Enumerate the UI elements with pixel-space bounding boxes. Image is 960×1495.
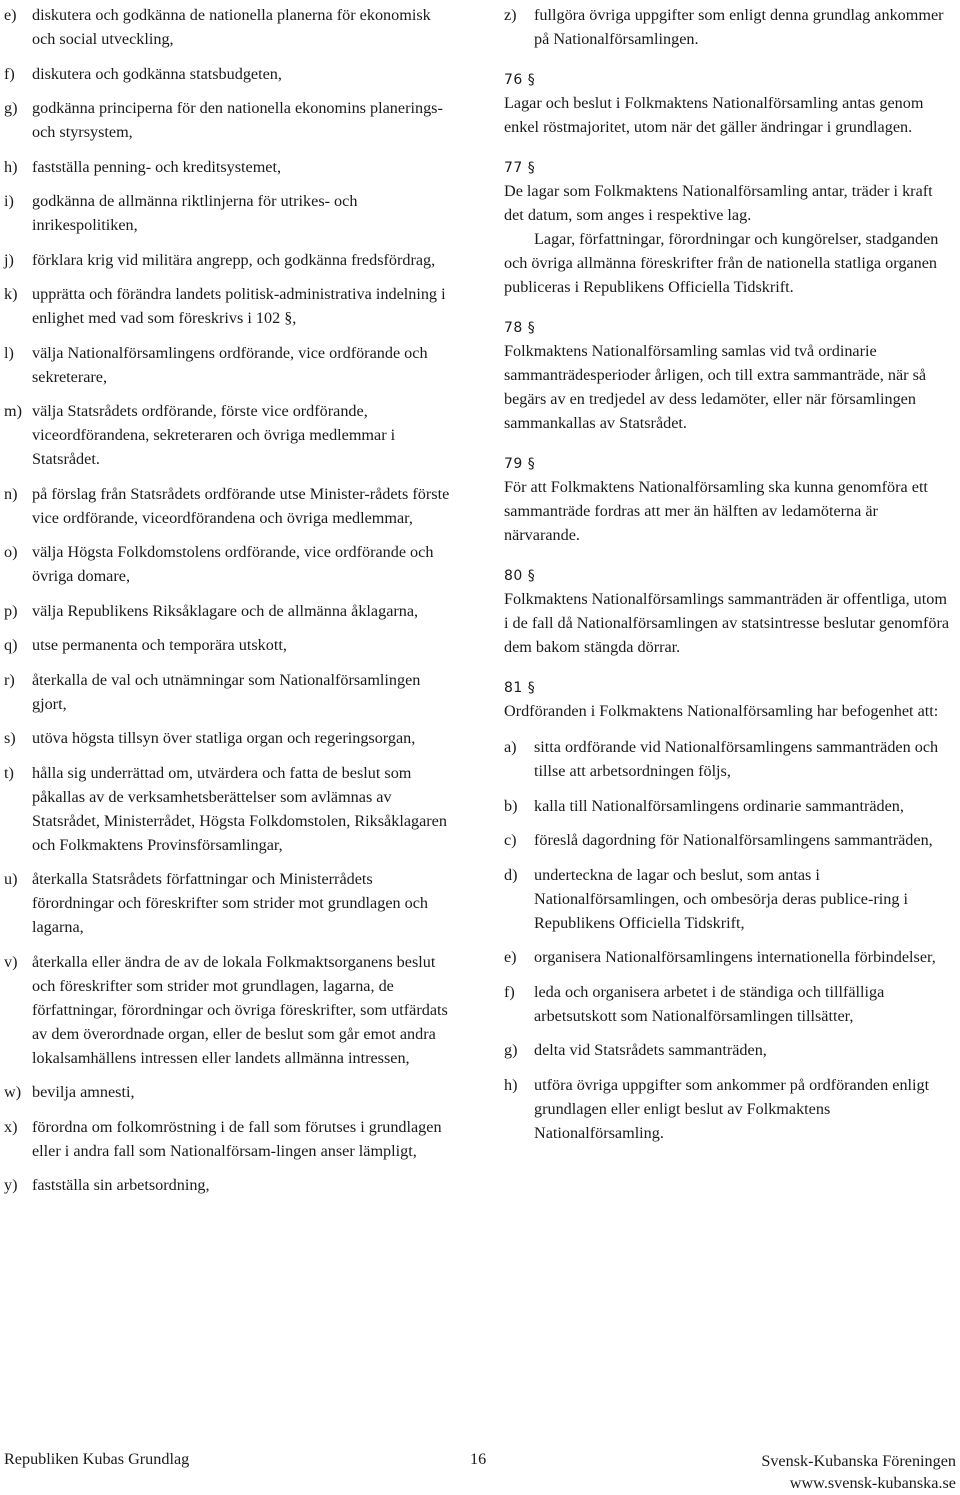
section [504, 567, 954, 659]
section-paragraph: Ordföranden i Folkmaktens Nationalförsamling har befogenhet att: [504, 702, 939, 720]
list-item [4, 399, 452, 471]
item-label: e) [504, 948, 517, 966]
item-text: på förslag från Statsrådets ordförande utse Minister-rådets förste vice ordförande, viceordförandena och övriga medlemmar, [32, 484, 450, 527]
item-label: x) [4, 1117, 18, 1136]
list-item [4, 1115, 452, 1163]
list-item [4, 1173, 452, 1197]
right-column [504, 3, 954, 1155]
section [504, 455, 954, 547]
item-text: kalla till Nationalförsamlingens ordinarie sammanträden, [534, 796, 904, 815]
item-text: sitta ordförande vid Nationalförsamlingens sammanträden och tillse att arbetsordningen följs, [534, 738, 939, 780]
ordforande-list [504, 735, 954, 1145]
item-label: b) [504, 796, 518, 815]
item-text: utöva högsta tillsyn över statliga organ och regeringsorgan, [32, 729, 416, 747]
section-paragraph: Lagar och beslut i Folkmaktens Nationalförsamling antas genom enkel röstmajoritet, utom när det gäller ändringar i grundlagen. [504, 94, 924, 136]
section-paragraph: För att Folkmaktens Nationalförsamling ska kunna genomföra ett sammanträde fordras att mer än hälften av ledamöterna är närvarande. [504, 478, 928, 544]
list-item [4, 950, 452, 1070]
footer-organization: Svensk-Kubanska Föreningen [761, 1452, 956, 1470]
list-item [4, 726, 452, 750]
section [504, 679, 954, 723]
item-label: g) [4, 99, 18, 117]
section-paragraph: Folkmaktens Nationalförsamling samlas vid två ordinarie sammanträdesperioder årligen, och till extra sammanträde, när så begärs av en tredjedel av dess ledamöter, eller när församlingen sammankallas av Statsrådet. [504, 342, 927, 432]
list-item [504, 3, 954, 51]
item-text: föreslå dagordning för Nationalförsamlingens sammanträden, [534, 831, 933, 849]
list-item [4, 540, 452, 588]
item-label: g) [504, 1041, 518, 1059]
list-item [4, 668, 452, 716]
section-number: 80 § [504, 568, 536, 584]
item-text: välja Statsrådets ordförande, förste vice ordförande, viceordförandena, sekreteraren och övriga medlemmar i Statsrådet. [32, 402, 396, 468]
item-label: t) [4, 763, 14, 782]
section-paragraph: De lagar som Folkmaktens Nationalförsamling antar, träder i kraft det datum, som anges i respektive lag. [504, 182, 933, 224]
item-label: j) [4, 250, 14, 269]
item-text: underteckna de lagar och beslut, som antas i Nationalförsamlingen, och ombesörja deras publice-ring i Republikens Officiella Tidskrift, [534, 865, 908, 932]
list-item [504, 828, 954, 852]
list-item [4, 96, 452, 144]
item-text: välja Högsta Folkdomstolens ordförande, vice ordförande och övriga domare, [32, 543, 434, 585]
item-text: förklara krig vid militära angrepp, och godkänna fredsfördrag, [32, 250, 436, 269]
list-item [504, 794, 954, 818]
section [504, 71, 954, 139]
page-number: 16 [470, 1450, 487, 1468]
left-column [4, 3, 452, 1208]
item-text: fastställa penning- och kreditsystemet, [32, 157, 282, 176]
item-text: delta vid Statsrådets sammanträden, [534, 1041, 767, 1059]
item-text: fullgöra övriga uppgifter som enligt denna grundlag ankommer på Nationalförsamlingen. [534, 6, 944, 48]
item-text: leda och organisera arbetet i de ständiga och tillfälliga arbetsutskott som Nationalförsamlingen tillsätter, [534, 982, 885, 1025]
section-paragraph: Lagar, författningar, förordningar och kungörelser, stadganden och övriga allmänna föreskrifter från de nationella statliga organen publiceras i Republikens Officiella Tidskrift. [504, 230, 939, 296]
item-label: o) [4, 543, 18, 561]
item-label: d) [504, 865, 518, 884]
list-item [4, 248, 452, 272]
item-label: e) [4, 6, 17, 24]
item-label: a) [504, 738, 517, 756]
item-label: c) [504, 831, 517, 849]
section-number: 77 § [504, 160, 536, 176]
list-item [4, 761, 452, 857]
list-item [4, 155, 452, 179]
list-item [4, 633, 452, 657]
item-label: i) [4, 192, 14, 210]
section-number: 76 § [504, 72, 536, 88]
list-item [4, 867, 452, 939]
item-text: godkänna principerna för den nationella ekonomins planerings- och styrsystem, [32, 99, 443, 141]
item-label: n) [4, 484, 18, 503]
list-item [504, 945, 954, 969]
section-paragraph: Folkmaktens Nationalförsamlings sammanträden är offentliga, utom i de fall då Nationalförsamlingen av statsintresse beslutar genomföra dem bakom stängda dörrar. [504, 590, 950, 656]
item-text: återkalla Statsrådets författningar och Ministerrådets förordningar och föreskrifter som strider mot grundlagen och lagarna, [32, 870, 429, 936]
list-item [504, 1073, 954, 1145]
item-text: diskutera och godkänna de nationella planerna för ekonomisk och social utveckling, [32, 6, 431, 48]
item-text: bevilja amnesti, [32, 1083, 135, 1101]
section-number: 81 § [504, 680, 536, 696]
item-text: godkänna de allmänna riktlinjerna för utrikes- och inrikespolitiken, [32, 192, 358, 234]
item-text: hålla sig underrättad om, utvärdera och fatta de beslut som påkallas av de verksamhetsberättelser som avlämnas av Statsrådet, Ministerrådet, Högsta Folkdomstolen, Riksåklagaren och Folkmaktens Provinsförsamlingar, [32, 763, 447, 854]
item-label: f) [504, 982, 515, 1001]
item-label: v) [4, 952, 18, 971]
section-number: 78 § [504, 320, 536, 336]
list-item [4, 482, 452, 530]
item-label: h) [4, 157, 18, 176]
item-text: diskutera och godkänna statsbudgeten, [32, 64, 282, 83]
item-text: välja Republikens Riksåklagare och de allmänna åklagarna, [32, 601, 419, 620]
item-text: utse permanenta och temporära utskott, [32, 636, 287, 654]
item-label: m) [4, 402, 22, 420]
item-text: återkalla eller ändra de av de lokala Folkmaktsorganens beslut och föreskrifter som strider mot grundlagen, lagarna, de författningar, förordningar och övriga föreskrifter, som utfärdats av dem överordnade organ, eller de beslut som går emot andra lokalsamhällens intressen eller landets allmänna intressen, [32, 952, 448, 1067]
item-text: organisera Nationalförsamlingens internationella förbindelser, [534, 948, 936, 966]
section [504, 159, 954, 299]
item-text: utföra övriga uppgifter som ankommer på ordföranden enligt grundlagen eller enligt beslut av Folkmaktens Nationalförsamling. [534, 1075, 930, 1142]
item-label: w) [4, 1083, 22, 1101]
item-text: återkalla de val och utnämningar som Nationalförsamlingen gjort, [32, 670, 421, 713]
item-text: förordna om folkomröstning i de fall som förutses i grundlagen eller i andra fall som Nationalförsam-lingen anser lämpligt, [32, 1117, 442, 1160]
page-footer [0, 1450, 960, 1495]
item-label: q) [4, 636, 18, 654]
footer-url: www.svensk-kubanska.se [789, 1474, 956, 1492]
list-item [4, 62, 452, 86]
item-text: välja Nationalförsamlingens ordförande, vice ordförande och sekreterare, [32, 343, 428, 386]
section [504, 319, 954, 435]
section-number: 79 § [504, 456, 536, 472]
item-text: upprätta och förändra landets politisk-administrativa indelning i enlighet med vad som föreskrivs i 102 §, [32, 285, 446, 327]
item-label: k) [4, 285, 18, 303]
list-item [4, 282, 452, 330]
item-label: l) [4, 343, 14, 362]
item-label: f) [4, 64, 15, 83]
item-label: s) [4, 729, 16, 747]
item-text: fastställa sin arbetsordning, [32, 1176, 210, 1194]
list-item [504, 980, 954, 1028]
list-item [4, 341, 452, 389]
list-item [504, 735, 954, 783]
list-item [4, 189, 452, 237]
sections [504, 71, 954, 723]
footer-title: Republiken Kubas Grundlag [4, 1450, 190, 1468]
item-label: y) [4, 1176, 18, 1194]
list-item [4, 3, 452, 51]
item-label: p) [4, 601, 18, 620]
list-item [504, 863, 954, 935]
item-label: u) [4, 870, 18, 888]
list-item [4, 599, 452, 623]
item-label: r) [4, 670, 15, 689]
item-label: h) [504, 1075, 518, 1094]
list-item [504, 1038, 954, 1062]
item-label: z) [504, 6, 517, 24]
list-item [4, 1080, 452, 1104]
